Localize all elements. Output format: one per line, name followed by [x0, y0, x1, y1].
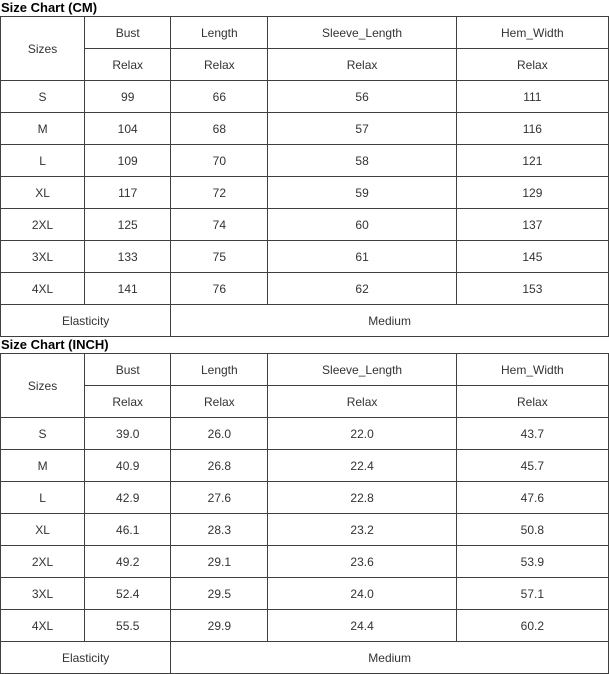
size-label-cell: 4XL [1, 610, 85, 642]
measurement-cell: 145 [456, 241, 608, 273]
measurement-cell: 59 [268, 177, 456, 209]
header-row [1, 354, 609, 386]
sizes-header-cell: Sizes [1, 17, 85, 81]
size-label-cell: M [1, 113, 85, 145]
subheader-row [1, 49, 609, 81]
elasticity-label-cell: Elasticity [1, 642, 171, 674]
measurement-cell: 60 [268, 209, 456, 241]
measurement-cell: 29.1 [171, 546, 268, 578]
measurement-cell: 53.9 [456, 546, 608, 578]
measurement-cell: 45.7 [456, 450, 608, 482]
measurement-cell: 58 [268, 145, 456, 177]
measurement-cell: 29.5 [171, 578, 268, 610]
subheader-cell: Relax [456, 386, 608, 418]
measurement-cell: 26.0 [171, 418, 268, 450]
size-chart-cm-title: Size Chart (CM) [1, 0, 98, 15]
elasticity-row [1, 642, 609, 674]
column-header-cell: Length [171, 17, 268, 49]
measurement-cell: 23.2 [268, 514, 456, 546]
measurement-cell: 22.4 [268, 450, 456, 482]
table-row [1, 514, 609, 546]
size-label-cell: S [1, 81, 85, 113]
size-table-cm [0, 16, 609, 337]
measurement-cell: 52.4 [85, 578, 171, 610]
header-row [1, 17, 609, 49]
measurement-cell: 116 [456, 113, 608, 145]
measurement-cell: 75 [171, 241, 268, 273]
table-row [1, 241, 609, 273]
measurement-cell: 57 [268, 113, 456, 145]
elasticity-row [1, 305, 609, 337]
subheader-cell: Relax [268, 386, 456, 418]
measurement-cell: 117 [85, 177, 171, 209]
measurement-cell: 50.8 [456, 514, 608, 546]
measurement-cell: 129 [456, 177, 608, 209]
measurement-cell: 57.1 [456, 578, 608, 610]
measurement-cell: 70 [171, 145, 268, 177]
subheader-cell: Relax [85, 49, 171, 81]
size-label-cell: 3XL [1, 578, 85, 610]
measurement-cell: 153 [456, 273, 608, 305]
size-label-cell: 2XL [1, 546, 85, 578]
subheader-cell: Relax [268, 49, 456, 81]
column-header-cell: Sleeve_Length [268, 354, 456, 386]
measurement-cell: 60.2 [456, 610, 608, 642]
table-row [1, 418, 609, 450]
measurement-cell: 24.4 [268, 610, 456, 642]
column-header-cell: Bust [85, 354, 171, 386]
column-header-cell: Bust [85, 17, 171, 49]
measurement-cell: 104 [85, 113, 171, 145]
measurement-cell: 43.7 [456, 418, 608, 450]
table-row [1, 482, 609, 514]
size-chart-inch-title: Size Chart (INCH) [1, 337, 109, 352]
measurement-cell: 99 [85, 81, 171, 113]
table-row [1, 273, 609, 305]
elasticity-label-cell: Elasticity [1, 305, 171, 337]
table-row [1, 177, 609, 209]
size-table-inch [0, 353, 609, 674]
measurement-cell: 42.9 [85, 482, 171, 514]
size-label-cell: 4XL [1, 273, 85, 305]
measurement-cell: 72 [171, 177, 268, 209]
subheader-cell: Relax [171, 386, 268, 418]
size-label-cell: L [1, 482, 85, 514]
measurement-cell: 27.6 [171, 482, 268, 514]
measurement-cell: 56 [268, 81, 456, 113]
column-header-cell: Sleeve_Length [268, 17, 456, 49]
size-label-cell: L [1, 145, 85, 177]
subheader-cell: Relax [85, 386, 171, 418]
measurement-cell: 28.3 [171, 514, 268, 546]
table-row [1, 450, 609, 482]
measurement-cell: 22.8 [268, 482, 456, 514]
column-header-cell: Hem_Width [456, 17, 608, 49]
measurement-cell: 111 [456, 81, 608, 113]
subheader-row [1, 386, 609, 418]
measurement-cell: 39.0 [85, 418, 171, 450]
measurement-cell: 76 [171, 273, 268, 305]
elasticity-value-cell: Medium [171, 642, 609, 674]
size-label-cell: XL [1, 177, 85, 209]
measurement-cell: 141 [85, 273, 171, 305]
measurement-cell: 24.0 [268, 578, 456, 610]
column-header-cell: Hem_Width [456, 354, 608, 386]
measurement-cell: 121 [456, 145, 608, 177]
measurement-cell: 68 [171, 113, 268, 145]
measurement-cell: 133 [85, 241, 171, 273]
size-label-cell: XL [1, 514, 85, 546]
measurement-cell: 49.2 [85, 546, 171, 578]
table-row [1, 610, 609, 642]
table-row [1, 578, 609, 610]
size-label-cell: 2XL [1, 209, 85, 241]
table-row [1, 81, 609, 113]
measurement-cell: 55.5 [85, 610, 171, 642]
measurement-cell: 40.9 [85, 450, 171, 482]
measurement-cell: 109 [85, 145, 171, 177]
measurement-cell: 74 [171, 209, 268, 241]
size-label-cell: 3XL [1, 241, 85, 273]
measurement-cell: 46.1 [85, 514, 171, 546]
measurement-cell: 26.8 [171, 450, 268, 482]
measurement-cell: 61 [268, 241, 456, 273]
size-label-cell: M [1, 450, 85, 482]
table-row [1, 145, 609, 177]
measurement-cell: 23.6 [268, 546, 456, 578]
measurement-cell: 66 [171, 81, 268, 113]
measurement-cell: 137 [456, 209, 608, 241]
subheader-cell: Relax [456, 49, 608, 81]
measurement-cell: 62 [268, 273, 456, 305]
measurement-cell: 29.9 [171, 610, 268, 642]
measurement-cell: 22.0 [268, 418, 456, 450]
measurement-cell: 47.6 [456, 482, 608, 514]
subheader-cell: Relax [171, 49, 268, 81]
table-row [1, 113, 609, 145]
size-label-cell: S [1, 418, 85, 450]
elasticity-value-cell: Medium [171, 305, 609, 337]
column-header-cell: Length [171, 354, 268, 386]
table-row [1, 209, 609, 241]
measurement-cell: 125 [85, 209, 171, 241]
sizes-header-cell: Sizes [1, 354, 85, 418]
table-row [1, 546, 609, 578]
